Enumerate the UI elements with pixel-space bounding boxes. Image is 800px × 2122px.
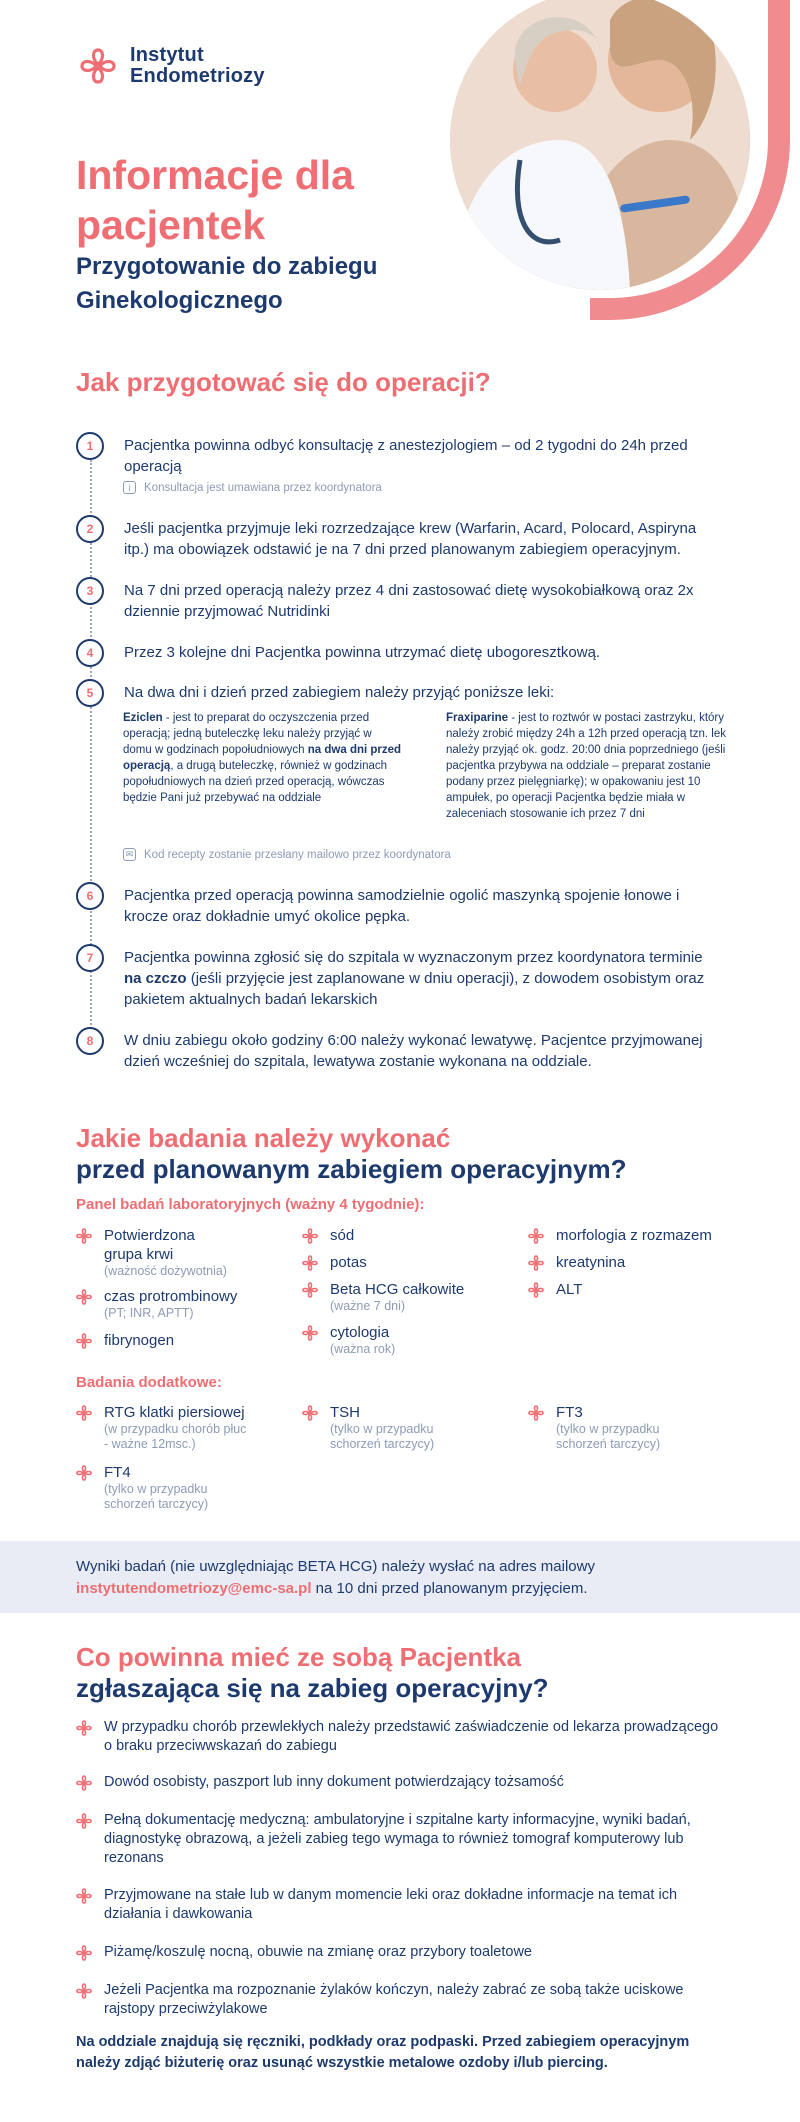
logo bbox=[76, 44, 265, 88]
step-text: Na dwa dni i dzień przed zabiegiem należy przyjąć poniższe leki: bbox=[124, 684, 555, 701]
extra-item: TSH (tylko w przypadku schorzeń tarczycy) bbox=[302, 1403, 434, 1452]
page-title: Informacje dla pacjentek bbox=[76, 152, 354, 248]
step-text: Jeśli pacjentka przyjmuje leki rozrzedzające krew (Warfarin, Acard, Polocard, Aspiryna itp.) ma obowiązek odstawić je na 7 dni przed planowanym zabiegiem operacyjnym. bbox=[124, 520, 697, 558]
plus-flower-icon bbox=[302, 1228, 318, 1244]
plus-flower-icon bbox=[528, 1405, 544, 1421]
step-2 bbox=[76, 515, 714, 560]
step-number: 7 bbox=[76, 944, 104, 972]
mail-icon: ✉ bbox=[123, 848, 136, 861]
page-subtitle: Przygotowanie do zabiegu Ginekologicznego bbox=[76, 253, 378, 314]
step-text: Przez 3 kolejne dni Pacjentka powinna utrzymać dietę ubogoresztkową. bbox=[124, 644, 601, 661]
prep-heading: Jak przygotować się do operacji? bbox=[76, 367, 491, 397]
plus-flower-icon bbox=[528, 1228, 544, 1244]
plus-flower-icon bbox=[76, 1720, 92, 1736]
bring-item: Dowód osobisty, paszport lub inny dokument potwierdzający tożsamość bbox=[76, 1773, 726, 1792]
note-prescription: ✉ Kod recepty zostanie przesłany mailowo przez koordynatora bbox=[123, 848, 451, 861]
step-text: W dniu zabiegu około godziny 6:00 należy wykonać lewatywę. Pacjentce przyjmowanej dzień wcześniej do szpitala, lewatywa zostanie wykonana na oddziale. bbox=[124, 1032, 703, 1070]
step-3 bbox=[76, 577, 714, 622]
lab-item: morfologia z rozmazem bbox=[528, 1226, 712, 1245]
plus-flower-icon bbox=[302, 1325, 318, 1341]
plus-flower-icon bbox=[76, 1465, 92, 1481]
lab-item: cytologia (ważna rok) bbox=[302, 1323, 395, 1357]
hero-photo bbox=[450, 0, 750, 290]
bring-item: Przyjmowane na stałe lub w danym momencie leki oraz dokładne informacje na temat ich działania i dawkowania bbox=[76, 1886, 726, 1924]
results-text: Wyniki badań (nie uwzględniając BETA HCG) należy wysłać na adres mailowy instytutendometriozy@emc-sa.pl na 10 dni przed planowanym przyjęciem. bbox=[76, 1558, 595, 1597]
extra-item: FT3 (tylko w przypadku schorzeń tarczycy) bbox=[528, 1403, 660, 1452]
hero-illustration bbox=[450, 0, 750, 290]
plus-flower-icon bbox=[76, 1983, 92, 1999]
plus-flower-icon bbox=[76, 1813, 92, 1829]
step-7 bbox=[76, 944, 714, 1010]
drug-fraxiparine: Fraxiparine - jest to roztwór w postaci zastrzyku, który należy zrobić między 24h a 12h przed operacją tzn. lek należy przyjąć ok. godz. 20:00 dnia poprzedniego (jeśli pacjentka przybywa na oddziale – preparat zostanie podany przez pielęgniarkę); w opakowaniu jest 10 ampułek, po operacji Pacjentka będzie miała w zaleceniach stosowanie ich przez 7 dni bbox=[446, 712, 726, 820]
drug-eziclen: Eziclen - jest to preparat do oczyszczenia przed operacją; jedną buteleczkę leku należy przyjąć w domu w godzinach popołudniowych na dwa dni przed operacją, a drugą buteleczkę, również w godzinach popołudniowych na dzień przed operacją, wówczas będzie Pani już przebywać na oddziale bbox=[123, 712, 402, 804]
plus-flower-icon bbox=[76, 1945, 92, 1961]
bring-item: W przypadku chorób przewlekłych należy przedstawić zaświadczenie od lekarza prowadzącego o braku przeciwwskazań do zabiegu bbox=[76, 1718, 726, 1756]
step-number: 8 bbox=[76, 1027, 104, 1055]
lab-item: czas protrombinowy (PT; INR, APTT) bbox=[76, 1287, 237, 1321]
extra-heading: Badania dodatkowe: bbox=[76, 1374, 222, 1391]
plus-flower-icon bbox=[76, 1888, 92, 1904]
step-text: Pacjentka powinna zgłosić się do szpitala w wyznaczonym przez koordynatora terminie na czczo (jeśli przyjęcie jest zaplanowane w dniu operacji), z dowodem osobistym oraz pakietem aktualnych badań lekarskich bbox=[124, 949, 705, 1008]
bring-item: Piżamę/koszulę nocną, obuwie na zmianę oraz przybory toaletowe bbox=[76, 1943, 726, 1962]
step-number: 2 bbox=[76, 515, 104, 543]
step-number: 3 bbox=[76, 577, 104, 605]
note-consultation: i Konsultacja jest umawiana przez koordynatora bbox=[123, 481, 382, 494]
step-text: Pacjentka przed operacją powinna samodzielnie ogolić maszynką spojenie łonowe i krocze oraz dokładnie umyć okolice pępka. bbox=[124, 887, 680, 925]
step-1 bbox=[76, 432, 714, 477]
tests-heading: Jakie badania należy wykonać przed planowanym zabiegiem operacyjnym? bbox=[76, 1123, 627, 1184]
lab-item: potas bbox=[302, 1253, 367, 1272]
extra-item: RTG klatki piersiowej (w przypadku chorób płuc - ważne 12msc.) bbox=[76, 1403, 246, 1452]
plus-flower-icon bbox=[76, 1775, 92, 1791]
logo-line1: Instytut bbox=[130, 44, 204, 66]
logo-icon bbox=[76, 44, 120, 88]
final-note: Na oddziale znajdują się ręczniki, podkłady oraz podpaski. Przed zabiegiem operacyjnym należy zdjąć biżuterię oraz usunąć wszystkie metalowe ozdoby i/lub piercing. bbox=[76, 2034, 690, 2071]
lab-item: sód bbox=[302, 1226, 354, 1245]
bring-item: Jeżeli Pacjentka ma rozpoznanie żylaków kończyn, należy zabrać ze sobą także uciskowe rajstopy przeciwżylakowe bbox=[76, 1981, 726, 2019]
step-text: Pacjentka powinna odbyć konsultację z anestezjologiem – od 2 tygodni do 24h przed operacją bbox=[124, 437, 688, 475]
plus-flower-icon bbox=[76, 1405, 92, 1421]
step-6 bbox=[76, 882, 714, 927]
plus-flower-icon bbox=[76, 1289, 92, 1305]
lab-item: kreatynina bbox=[528, 1253, 625, 1272]
step-8 bbox=[76, 1027, 714, 1072]
bring-heading: Co powinna mieć ze sobą Pacjentka zgłaszająca się na zabieg operacyjny? bbox=[76, 1642, 549, 1703]
step-4 bbox=[76, 639, 714, 667]
step-number: 6 bbox=[76, 882, 104, 910]
step-number: 5 bbox=[76, 679, 104, 707]
plus-flower-icon bbox=[76, 1228, 92, 1244]
lab-item: fibrynogen bbox=[76, 1331, 174, 1350]
step-text: Na 7 dni przed operacją należy przez 4 dni zastosować dietę wysokobiałkową oraz 2x dziennie przyjmować Nutridinki bbox=[124, 582, 694, 620]
plus-flower-icon bbox=[302, 1255, 318, 1271]
step-number: 4 bbox=[76, 639, 104, 667]
step-5 bbox=[76, 679, 714, 707]
results-email-link[interactable]: instytutendometriozy@emc-sa.pl bbox=[76, 1580, 312, 1597]
bring-item: Pełną dokumentację medyczną: ambulatoryjne i szpitalne karty informacyjne, wyniki badań, diagnostykę obrazową, a jeżeli zabieg tego wymaga to również tomograf komputerowy lub rezonans bbox=[76, 1811, 726, 1868]
lab-item: Potwierdzona grupa krwi (ważność dożywotnia) bbox=[76, 1226, 227, 1279]
step-number: 1 bbox=[76, 432, 104, 460]
plus-flower-icon bbox=[528, 1255, 544, 1271]
lab-item: ALT bbox=[528, 1280, 582, 1299]
logo-line2: Endometriozy bbox=[130, 65, 265, 87]
lab-item: Beta HCG całkowite (ważne 7 dni) bbox=[302, 1280, 464, 1314]
extra-item: FT4 (tylko w przypadku schorzeń tarczycy) bbox=[76, 1463, 208, 1512]
info-icon: i bbox=[123, 481, 136, 494]
plus-flower-icon bbox=[76, 1333, 92, 1349]
plus-flower-icon bbox=[302, 1282, 318, 1298]
plus-flower-icon bbox=[528, 1282, 544, 1298]
plus-flower-icon bbox=[302, 1405, 318, 1421]
lab-heading: Panel badań laboratoryjnych (ważny 4 tygodnie): bbox=[76, 1196, 425, 1213]
